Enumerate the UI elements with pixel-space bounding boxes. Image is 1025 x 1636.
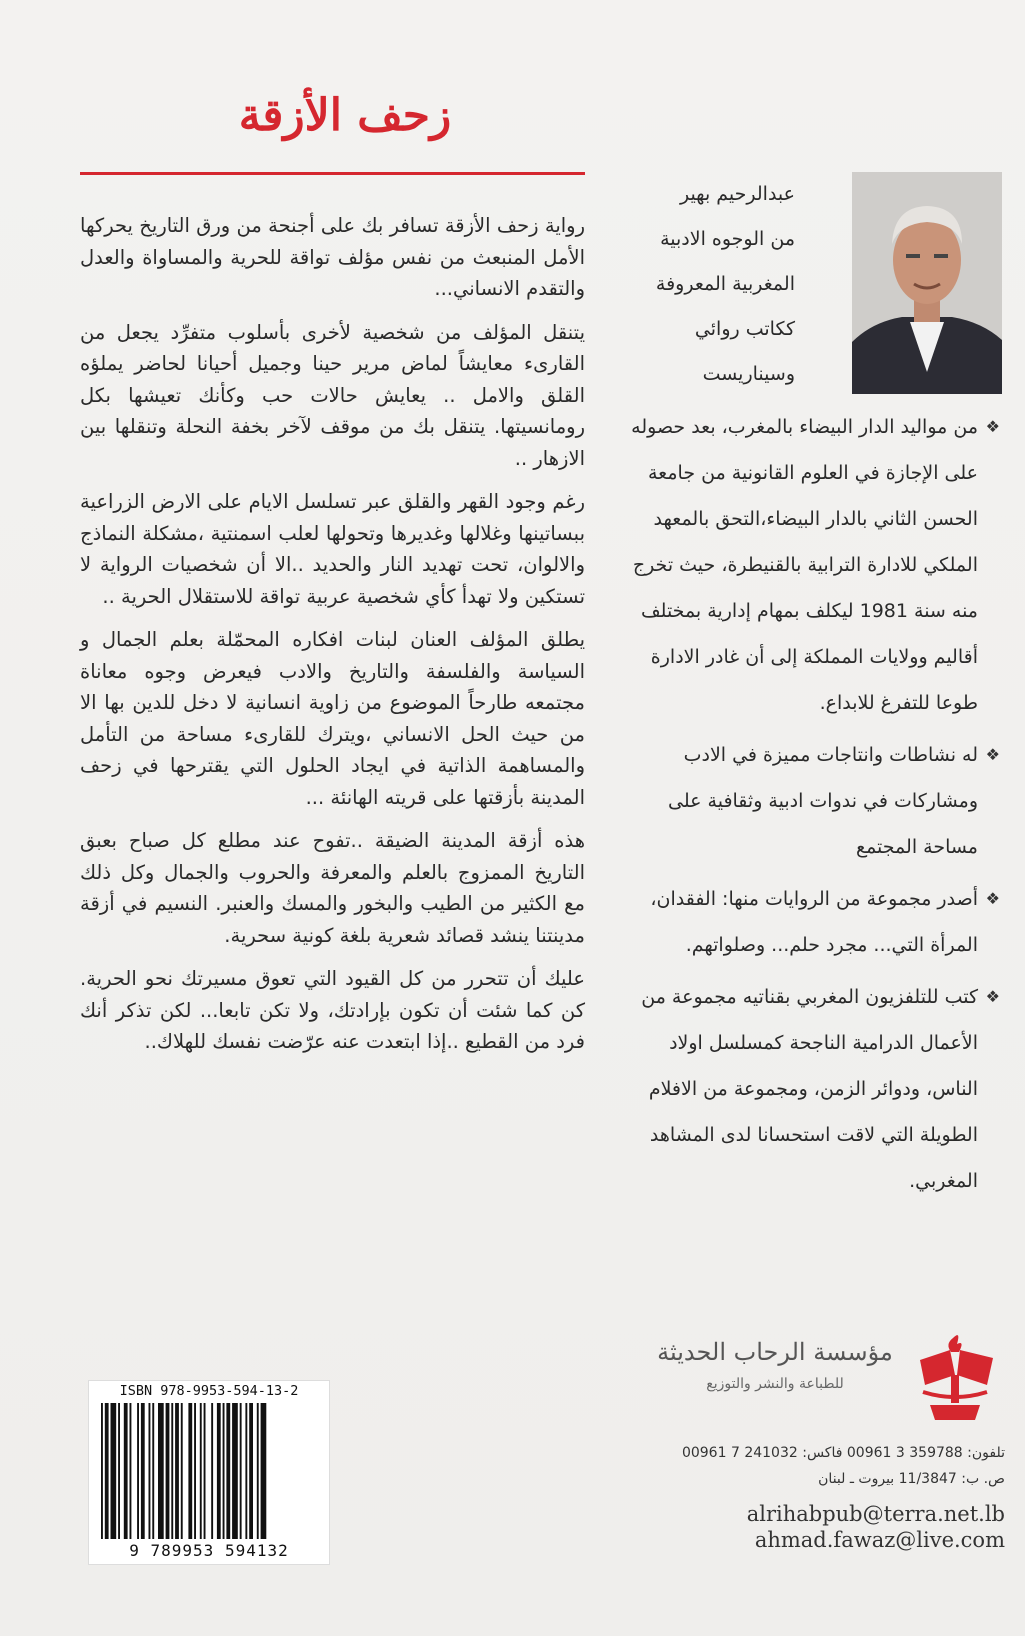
author-intro-line: عبدالرحيم بهير [679,183,795,205]
title-divider [80,172,585,175]
diamond-bullet-icon: ❖ [985,987,1000,1006]
author-intro [620,172,795,397]
email-link[interactable]: alrihabpub@terra.net.lb [746,1502,1005,1526]
phone-fax: تلفون: 359788 3 00961 فاكس: 241032 7 00961 [681,1445,1005,1461]
diamond-bullet-icon: ❖ [985,745,1000,764]
po-box: ص. ب: 11/3847 بيروت ـ لبنان [818,1471,1005,1487]
publisher-tagline: للطباعة والنشر والتوزيع [706,1376,844,1392]
bio-item [620,876,1000,968]
bio-item-text: له نشاطات وانتاجات مميزة في الادب ومشاركات في ندوات ادبية وثقافية على مساحة المجتمع [668,744,978,858]
diamond-bullet-icon: ❖ [985,889,1000,908]
synopsis-paragraph: يطلق المؤلف العنان لبنات افكاره المحمّلة بعلم الجمال و السياسة والفلسفة والتاريخ والادب فيعرض وجوه معاناة مجتمعه طارحاً الموضوع من زاوية انسانية لا دخل للدين بها الا من حيث الحل الانساني ،ويترك للقارىء مساحة من التأمل والمساهمة الذاتية في ايجاد الحلول التي يقترحها في زحف المدينة بأزقتها على قريته الهانئة ... [80,628,585,809]
publisher-logo-icon [905,1330,1005,1425]
bio-item-text: كتب للتلفزيون المغربي بقناتيه مجموعة من الأعمال الدرامية الناجحة كمسلسل اولاد الناس، ودوائر الزمن، ومجموعة من الافلام الطويلة التي لاقت استحسانا لدى المشاهد المغربي. [641,986,978,1192]
synopsis-paragraph: هذه أزقة المدينة الضيقة ..تفوح عند مطلع كل صباح بعبق التاريخ الممزوج بالعلم والمعرفة والحروب والجمال وكل ذلك مع الكثير من الطيب والبخور والمسك والعنبر. النسيم في أزقة مدينتنا ينشد قصائد شعرية بلغة كونية سحرية. [80,829,585,947]
author-intro-line: المغربية المعروفة [655,273,795,295]
email-link[interactable]: ahmad.fawaz@live.com [754,1528,1005,1552]
author-bio-list [620,404,1000,1210]
contact-info [620,1445,1005,1553]
author-photo [852,172,1002,394]
author-intro-line: وسيناريست [702,363,795,385]
synopsis [80,210,585,1070]
synopsis-paragraph: يتنقل المؤلف من شخصية لأخرى بأسلوب متفرِّد يجعل من القارىء معايشاً لماض مرير حينا وجميل أحيانا لحاضر يملؤه القلق والامل .. يعايش حالات حب وكأنك تعيشها بكل رومانسيتها. يتنقل بك من موقف لآخر بخفة النحلة وتنقلها بين الازهار .. [80,320,585,470]
bio-item [620,732,1000,870]
barcode-digits: 9 789953 594132 [129,1541,289,1560]
synopsis-paragraph: رغم وجود القهر والقلق عبر تسلسل الايام على الارض الزراعية ببساتينها وغلالها وغديرها وتحولها لعلب اسمنتية ،مشكلة النماذج والالوان، تحت تهديد النار والحديد ..الا أن شخصيات الرواية لا تستكين ولا تهدأ كأي شخصية عربية تواقة للاستقلال الحرية .. [80,490,585,608]
synopsis-paragraph: عليك أن تتحرر من كل القيود التي تعوق مسيرتك نحو الحرية. كن كما شئت أن تكون بإرادتك، ولا تكن تابعا... لكن تذكر أنك فرد من القطيع ..إذا ابتعدت عنه عرّضت نفسك للهلاك.. [80,967,585,1053]
barcode-icon [101,1403,317,1539]
author-intro-line: من الوجوه الادبية [660,228,795,250]
synopsis-paragraph: رواية زحف الأزقة تسافر بك على أجنحة من ورق التاريخ يحركها الأمل المنبعث من نفس مؤلف تواقة للحرية والمساواة والعدل والتقدم الانساني... [80,214,585,300]
bio-item-text: أصدر مجموعة من الروايات منها: الفقدان، المرأة التي... مجرد حلم... وصلواتهم. [650,888,978,956]
publisher-name: مؤسسة الرحاب الحديثة [657,1338,893,1366]
book-title: زحف الأزقة [238,90,452,141]
isbn-text: ISBN 978-9953-594-13-2 [119,1383,299,1399]
isbn-barcode [88,1380,330,1565]
bio-item [620,404,1000,726]
author-intro-line: ككاتب روائي [694,318,795,340]
publisher-block [655,1330,1010,1430]
diamond-bullet-icon: ❖ [985,417,1000,436]
bio-item [620,974,1000,1204]
bio-item-text: من مواليد الدار البيضاء بالمغرب، بعد حصوله على الإجازة في العلوم القانونية من جامعة الحسن الثاني بالدار البيضاء،التحق بالمعهد الملكي للادارة الترابية بالقنيطرة، حيث تخرج منه سنة 1981 ليكلف بمهام إدارية بمختلف أقاليم وولايات المملكة إلى أن غادر الادارة طوعا للتفرغ للابداع. [631,416,978,714]
